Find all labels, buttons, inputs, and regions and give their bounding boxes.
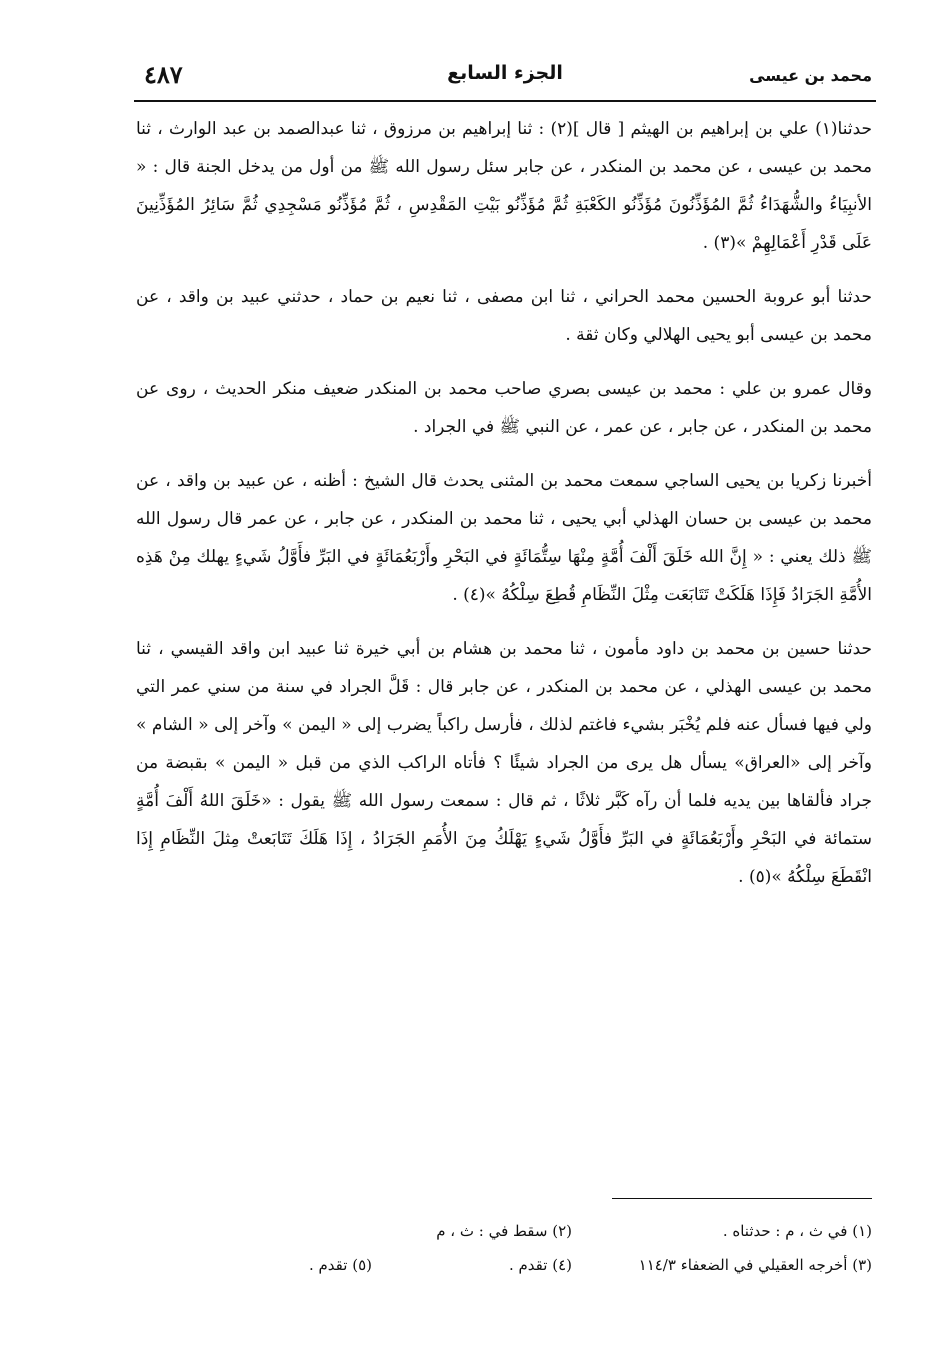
chapter-name: محمد بن عيسى (749, 66, 872, 85)
footnote-row (136, 1214, 872, 1248)
page-number: ٤٨٧ (144, 60, 183, 89)
footnote: (٢) سقط في : ث ، م (436, 1222, 572, 1240)
body-text (136, 110, 872, 896)
paragraph: أخبرنا زكريا بن يحيى الساجي سمعت محمد بن المثنى يحدث قال الشيخ : أظنه ، عن عبيد بن واقد ، عن محمد بن عيسى بن حسان الهذلي أبي يحيى ، ثنا محمد بن المنكدر ، عن جابر ، عن عمر قال رسول الله ﷺ ذلك يعني : « إِنَّ الله خَلَقَ أَلْفَ أُمَّةٍ مِنْهَا سِتُّمَائَةٍ في البَحْرِ وأَرْبَعُمَائَةٍ في البَرِّ فأَوَّلُ شَيءٍ يهلك مِنْ هَذِه الأُمَّةِ الجَرَادُ فَإِذَا هَلَكَتْ تَتَابَعَت مِثْلَ النِّظَامِ قُطِعَ سِلْكُهُ »(٤) . (136, 471, 872, 605)
footnote: (١) في ث ، م : حدثناه . (722, 1222, 872, 1240)
running-title: الجزء السابع (447, 62, 563, 84)
header-divider (134, 100, 876, 102)
paragraph: حدثنا أبو عروبة الحسين محمد الحراني ، ثنا ابن مصفى ، ثنا نعيم بن حماد ، حدثني عبيد بن واقد ، عن محمد بن عيسى أبو يحيى الهلالي وكان ثقة . (136, 287, 872, 345)
page-header (134, 56, 876, 100)
footnotes (136, 1214, 872, 1282)
footnote: (٤) تقدم . (508, 1256, 572, 1274)
footnote-row (136, 1248, 872, 1282)
paragraph: حدثنا حسين بن محمد بن داود مأمون ، ثنا محمد بن هشام بن أبي خيرة ثنا عبيد ابن واقد القيسي ، ثنا محمد بن عيسى الهذلي ، عن محمد بن المنكدر ، عن جابر قال : قَلَّ الجراد في سنة من سني عمر التي ولي فيها فسأل عنه فلم يُخْبَر بشيء فاغتم لذلك ، فأرسل راكباً يضرب إلى « اليمن » وآخر إلى « الشام » وآخر إلى «العراق» يسأل هل يرى من الجراد شيئًا ؟ فأتاه الراكب الذي من قبل « اليمن » بقبضة من جراد فألقاها بين يديه فلما أن رآه كَبَّر ثلاثًا ، ثم قال : سمعت رسول الله ﷺ يقول : «خَلَقَ اللهُ أَلْفَ أُمَّةٍ ستمائة في البَحْرِ وأَرْبَعُمَائَةٍ في البَرِّ فأَوَّلُ شَيءٍ يَهْلَكُ مِنَ الأُمَمِ الجَرَادُ ، إِذَا هَلَكَ تَتَابَعتْ مِثلَ النِّظَامِ إِذَا انْقَطَعَ سِلْكُهُ »(٥) . (136, 639, 872, 887)
footnote-divider (612, 1198, 872, 1199)
footnote: (٣) أخرجه العقيلي في الضعفاء ١١٤/٣ (638, 1256, 872, 1274)
footnote: (٥) تقدم . (308, 1256, 372, 1274)
paragraph: وقال عمرو بن علي : محمد بن عيسى بصري صاحب محمد بن المنكدر ضعيف منكر الحديث ، روى عن محمد بن المنكدر ، عن جابر ، عن عمر ، عن النبي ﷺ في الجراد . (136, 379, 872, 437)
paragraph: حدثنا(١) علي بن إبراهيم بن الهيثم [ قال ](٢) : ثنا إبراهيم بن مرزوق ، ثنا عبدالصمد بن عبد الوارث ، ثنا محمد بن عيسى ، عن محمد بن المنكدر ، عن جابر سئل رسول الله ﷺ من أول من يدخل الجنة قال : « الأنبِيَاءُ والشُّهَدَاءُ ثُمَّ المُؤَذِّنُونَ مُؤَذِّنُو الكَعْبَةِ ثُمَّ مُؤَذِّنُو بَيْتِ المَقْدِسِ ، ثُمَّ مُؤَذِّنُو مَسْجِدِي ثُمَّ سَائِرُ المُؤَذِّنِينَ عَلَى قَدْرِ أَعْمَالِهِمْ »(٣) . (136, 119, 872, 253)
footnote (172, 1214, 372, 1248)
